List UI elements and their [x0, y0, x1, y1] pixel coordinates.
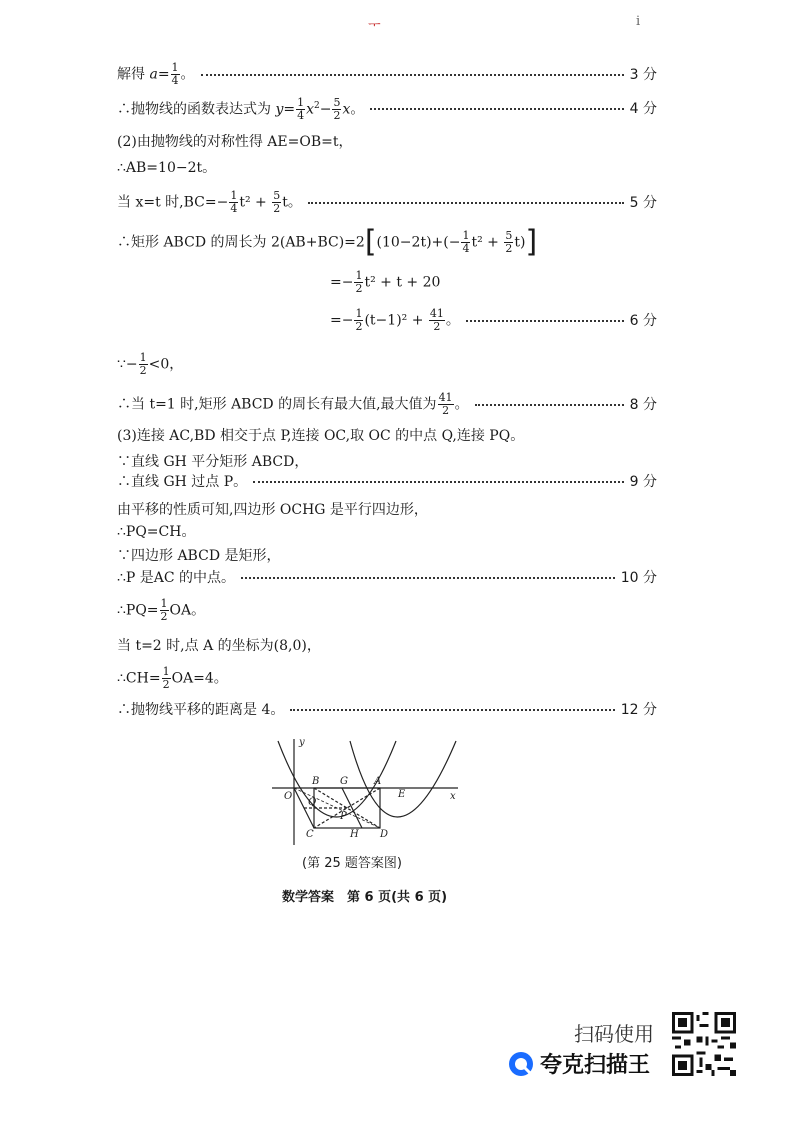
solution-line-11: (3)连接 AC,BD 相交于点 P,连接 OC,取 OC 的中点 Q,连接 PQ。	[117, 428, 525, 444]
solution-line-10: ∴当 t=1 时,矩形 ABCD 的周长有最大值,最大值为 $\frac{41}{2}$ 。 8 分	[117, 391, 657, 417]
dot-leader	[201, 74, 624, 76]
score-label: 4 分	[629, 101, 657, 118]
solution-line-5: 当 x=t 时,BC=− $\frac{1}{4}$ t² + $\frac{5}{2}$ t。 5 分	[117, 189, 657, 215]
label-q: Q	[308, 797, 317, 808]
label-y: y	[299, 737, 305, 748]
solution-line-6: ∴矩形 ABCD 的周长为 2(AB+BC)=2[(10−2t)+(− $\frac{1}{4}$ t² + $\frac{5}{2}$ t)]	[117, 224, 538, 260]
dot-leader	[370, 108, 623, 110]
solution-line-9: ∵− $\frac{1}{2}$ <0，	[117, 351, 184, 377]
score-label: 8 分	[629, 396, 657, 413]
label-x: x	[450, 791, 456, 802]
solution-line-18: ∴PQ= $\frac{1}{2}$ OA。	[117, 597, 206, 623]
label-g: G	[340, 776, 348, 787]
solution-line-12: ∵直线 GH 平分矩形 ABCD，	[117, 454, 309, 470]
dot-leader	[475, 404, 624, 406]
solution-line-7: =− $\frac{1}{2}$ t² + t + 20	[330, 269, 441, 295]
solution-line-14: 由平移的性质可知,四边形 OCHG 是平行四边形，	[117, 502, 428, 518]
label-e: E	[398, 789, 406, 800]
solution-line-16: ∵四边形 ABCD 是矩形，	[117, 548, 281, 564]
label-a: A	[374, 776, 382, 787]
label-d: D	[380, 829, 389, 840]
solution-line-1: 解得 a= $\frac{1}{4}$ 。 3 分	[117, 61, 657, 87]
brand-name: 夸克扫描王	[540, 1053, 651, 1078]
quark-logo-icon	[508, 1051, 534, 1077]
parabola-figure	[268, 733, 468, 848]
parabola-translated	[350, 741, 456, 817]
brand-banner[interactable]	[508, 1048, 650, 1079]
dot-leader	[253, 481, 623, 483]
label-h: H	[350, 829, 359, 840]
label-b: B	[312, 776, 320, 787]
corner-mark: i	[636, 14, 641, 29]
label-c: C	[306, 829, 314, 840]
dot-leader	[308, 202, 624, 204]
solution-line-20: ∴CH= $\frac{1}{2}$ OA=4。	[117, 665, 228, 691]
qr-code-icon[interactable]	[672, 1012, 736, 1076]
score-label: 12 分	[620, 702, 657, 718]
dot-leader	[241, 577, 615, 579]
score-label: 3 分	[629, 66, 657, 83]
solution-line-8: =− $\frac{1}{2}$ (t−1)² + $\frac{41}{2}$ 。 6 分	[330, 307, 657, 333]
solution-line-17: ∴P 是AC 的中点。 10 分	[117, 570, 657, 586]
score-label: 6 分	[629, 312, 657, 329]
figure-caption: (第 25 题答案图)	[302, 856, 402, 871]
score-label: 10 分	[620, 570, 657, 586]
page-footer: 数学答案 第 6 页(共 6 页)	[282, 890, 448, 905]
solution-line-15: ∴PQ=CH。	[117, 524, 196, 540]
score-label: 9 分	[629, 474, 657, 490]
score-label: 5 分	[629, 194, 657, 211]
solution-line-4: ∴AB=10−2t。	[117, 160, 217, 176]
solution-line-2: ∴抛物线的函数表达式为 y= $\frac{1}{4}$ $x^2-$ $\frac{5}{2}$ x。 4 分	[117, 96, 657, 123]
red-ink-mark: ᅮ	[368, 18, 381, 33]
solution-line-19: 当 t=2 时,点 A 的坐标为(8,0)，	[117, 638, 321, 654]
dot-leader	[290, 709, 614, 711]
label-p: P	[340, 811, 347, 822]
solution-line-13: ∴直线 GH 过点 P。 9 分	[117, 474, 657, 490]
scan-to-use-text: 扫码使用	[574, 1022, 654, 1046]
label-o: O	[284, 791, 293, 802]
solution-line-21: ∴抛物线平移的距离是 4。 12 分	[117, 702, 657, 718]
solution-line-3: (2)由抛物线的对称性得 AE=OB=t，	[117, 134, 353, 150]
dot-leader	[466, 320, 624, 322]
